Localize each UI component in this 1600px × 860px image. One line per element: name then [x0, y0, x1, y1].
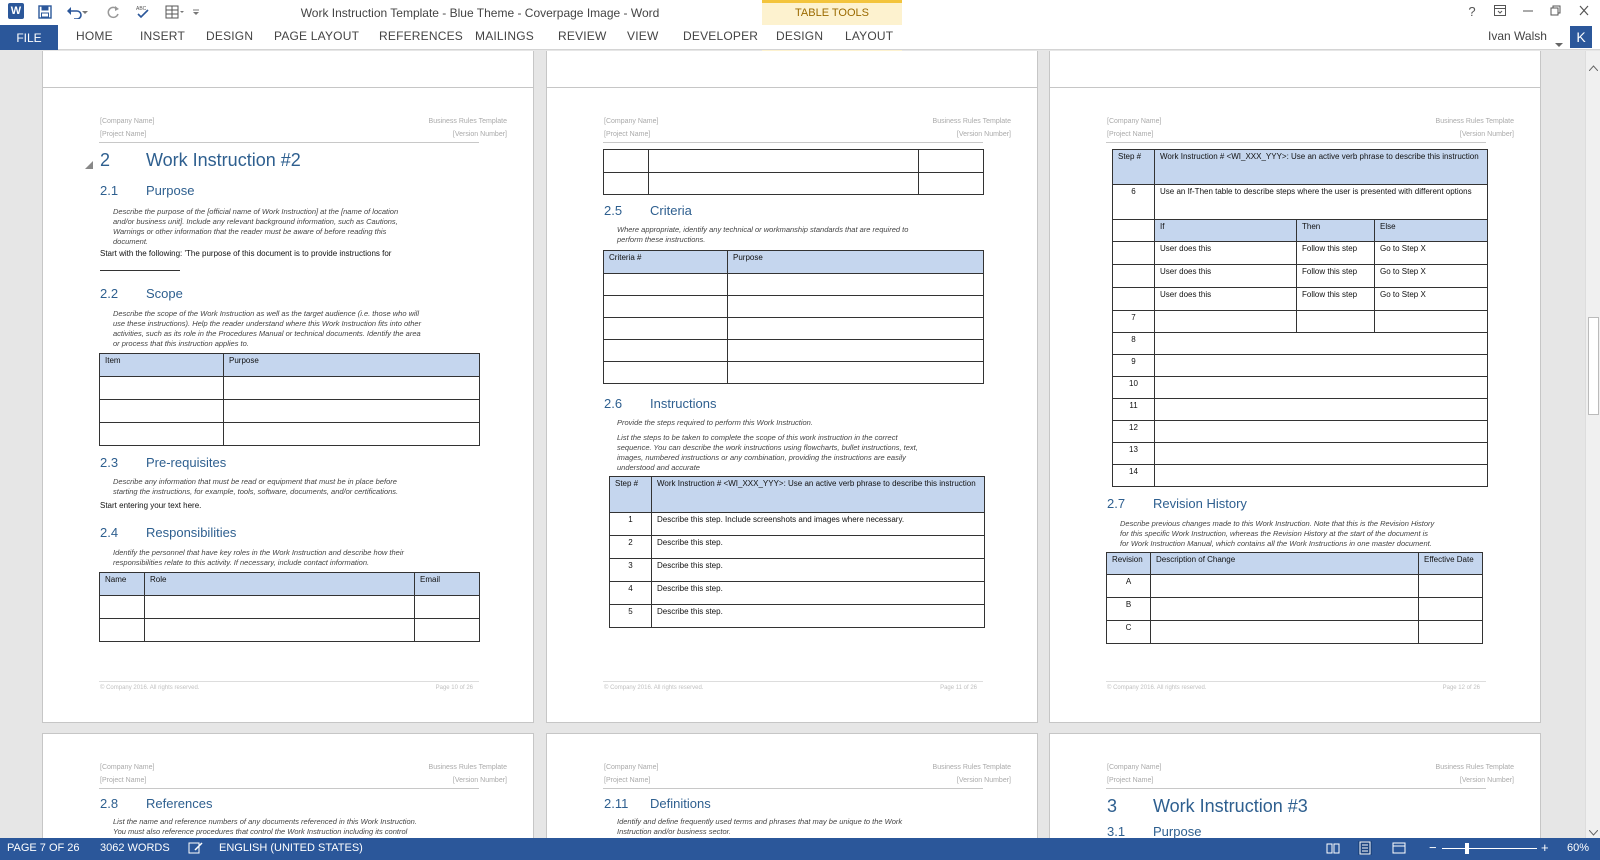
- step-number[interactable]: 8: [1113, 333, 1155, 355]
- table-cell[interactable]: [100, 400, 224, 423]
- table-header: Step #: [1113, 150, 1155, 185]
- save-icon[interactable]: [36, 3, 54, 21]
- tab-home[interactable]: HOME: [76, 29, 113, 43]
- footer-rule: [1106, 681, 1486, 682]
- scroll-thumb[interactable]: [1588, 317, 1599, 415]
- footer-rule: [603, 681, 983, 682]
- proofing-icon[interactable]: [188, 841, 204, 858]
- table-cell[interactable]: [1419, 575, 1483, 598]
- print-layout-icon[interactable]: [1358, 841, 1372, 855]
- revision-cell[interactable]: A: [1107, 575, 1151, 598]
- word-count[interactable]: 3062 WORDS: [100, 842, 170, 854]
- table-cell[interactable]: [1113, 220, 1155, 242]
- section-title-criteria: Criteria: [650, 203, 692, 218]
- section-number: 2.3: [100, 455, 119, 470]
- table-cell[interactable]: [604, 362, 728, 384]
- body-text: or process that this instruction applies to.: [113, 339, 249, 348]
- section-title-prerequisites: Pre-requisites: [146, 455, 227, 470]
- table-cell[interactable]: [728, 296, 984, 318]
- header-template: Business Rules Template: [932, 764, 1011, 771]
- header-project: [Project Name]: [100, 131, 147, 138]
- header-version: [Version Number]: [956, 777, 1011, 784]
- step-number[interactable]: 5: [610, 605, 652, 628]
- body-text: You must also reference procedures that control the Work Instruction including its control: [113, 827, 408, 836]
- header-version: [Version Number]: [1459, 777, 1514, 784]
- step-number[interactable]: 2: [610, 536, 652, 559]
- header-template: Business Rules Template: [428, 118, 507, 125]
- header-company: [Company Name]: [100, 764, 155, 771]
- body-text: for this specific Work Instruction, whereas the Revision History at the start of the document is: [1120, 529, 1429, 538]
- footer-page-number: Page 11 of 26: [940, 685, 977, 691]
- tab-table-design[interactable]: DESIGN: [776, 29, 824, 43]
- step-number[interactable]: 14: [1113, 465, 1155, 487]
- header-rule: [603, 142, 983, 143]
- else-cell[interactable]: Go to Step X: [1375, 288, 1488, 311]
- then-cell[interactable]: Follow this step: [1297, 288, 1375, 311]
- table-cell[interactable]: [728, 274, 984, 296]
- step-number[interactable]: 13: [1113, 443, 1155, 465]
- responsibilities-table[interactable]: [99, 572, 480, 642]
- close-icon[interactable]: [1572, 4, 1596, 19]
- then-cell[interactable]: Follow this step: [1297, 242, 1375, 265]
- body-text: List the steps to be taken to complete the scope of this work instruction in the correct: [617, 433, 898, 442]
- read-mode-icon[interactable]: [1326, 841, 1340, 855]
- table-cell[interactable]: [919, 173, 984, 195]
- page-10[interactable]: [42, 87, 534, 723]
- header-template: Business Rules Template: [932, 118, 1011, 125]
- body-text: use these instructions). Help the reader understand where this Work Instruction fits into other: [113, 319, 422, 328]
- step-number[interactable]: 9: [1113, 355, 1155, 377]
- body-text: document.: [113, 237, 149, 246]
- table-cell[interactable]: [919, 150, 984, 173]
- language[interactable]: ENGLISH (UNITED STATES): [219, 842, 363, 854]
- section-number: 2.11: [604, 796, 629, 811]
- header-rule: [99, 142, 479, 143]
- header-company: [Company Name]: [1107, 764, 1162, 771]
- step-number[interactable]: 3: [610, 559, 652, 582]
- table-cell[interactable]: [649, 173, 919, 195]
- header-rule: [1106, 142, 1486, 143]
- else-cell[interactable]: Go to Step X: [1375, 242, 1488, 265]
- table-cell[interactable]: [1155, 377, 1488, 399]
- table-cell[interactable]: [649, 150, 919, 173]
- body-text: List the name and reference numbers of any documents referenced in this Work Instruction.: [113, 817, 417, 826]
- if-cell[interactable]: User does this: [1155, 265, 1297, 288]
- heading-title: Work Instruction #2: [146, 150, 301, 170]
- header-company: [Company Name]: [100, 118, 155, 125]
- zoom-level[interactable]: 60%: [1567, 842, 1590, 854]
- body-text: starting the instructions, for example, tools, software, documents, and/or certifications.: [113, 487, 399, 496]
- body-text: Identify and define frequently used terms and phrases that may be unique to the Work: [617, 817, 903, 826]
- heading-number: 3: [1107, 796, 1118, 816]
- table-header: Item: [100, 354, 224, 377]
- section-title-purpose: Purpose: [1153, 824, 1202, 838]
- table-cell[interactable]: [224, 400, 480, 423]
- tab-developer[interactable]: DEVELOPER: [683, 29, 759, 43]
- heading-title: Work Instruction #3: [1153, 796, 1308, 816]
- step-number[interactable]: 6: [1113, 185, 1155, 220]
- table-header: Work Instruction # <WI_XXX_YYY>: Use an active verb phrase to describe this instruction: [652, 477, 985, 513]
- header-version: [Version Number]: [956, 131, 1011, 138]
- tab-insert[interactable]: INSERT: [140, 29, 185, 43]
- body-text: Identify the personnel that have key roles in the Work Instruction and describe how their: [113, 548, 404, 557]
- table-header: Role: [145, 573, 415, 596]
- table-cell[interactable]: [1151, 598, 1419, 621]
- tab-mailings[interactable]: MAILINGS: [475, 29, 534, 43]
- body-text: activities, such as its role in the Procedures Manual or technical documents. Identify the area: [113, 329, 421, 338]
- table-cell[interactable]: [1113, 242, 1155, 265]
- tab-table-layout[interactable]: LAYOUT: [845, 29, 894, 43]
- zoom-in-button[interactable]: +: [1541, 840, 1549, 855]
- restore-icon[interactable]: [1544, 4, 1568, 19]
- table-cell[interactable]: [1297, 311, 1375, 333]
- scope-table[interactable]: [99, 353, 480, 446]
- undo-icon[interactable]: [64, 3, 90, 21]
- header-version: [Version Number]: [1459, 131, 1514, 138]
- header-company: [Company Name]: [1107, 118, 1162, 125]
- header-project: [Project Name]: [604, 131, 651, 138]
- footer-copyright: © Company 2016. All rights reserved.: [1107, 685, 1207, 691]
- table-cell[interactable]: [604, 296, 728, 318]
- tab-file[interactable]: FILE: [0, 25, 58, 50]
- status-bar: [0, 838, 1600, 860]
- word-app-icon[interactable]: W: [8, 3, 24, 19]
- table-icon[interactable]: [164, 3, 186, 21]
- footer-rule: [99, 681, 479, 682]
- redo-icon[interactable]: [104, 3, 122, 21]
- table-cell[interactable]: [100, 619, 145, 642]
- header-project: [Project Name]: [604, 777, 651, 784]
- table-cell[interactable]: [728, 362, 984, 384]
- heading-number: 2: [100, 150, 111, 170]
- footer-copyright: © Company 2016. All rights reserved.: [100, 685, 200, 691]
- header-project: [Project Name]: [1107, 777, 1154, 784]
- footer-page-number: Page 12 of 26: [1442, 685, 1480, 691]
- step-number[interactable]: 4: [610, 582, 652, 605]
- table-cell[interactable]: [604, 150, 649, 173]
- table-cell[interactable]: [1155, 399, 1488, 421]
- step-description[interactable]: Describe this step.: [652, 582, 985, 605]
- steps-continued-table[interactable]: [1112, 149, 1488, 487]
- collapse-heading-icon[interactable]: [85, 156, 93, 174]
- tab-view[interactable]: VIEW: [627, 29, 659, 43]
- tab-review[interactable]: REVIEW: [558, 29, 607, 43]
- table-cell[interactable]: [1155, 333, 1488, 355]
- body-text: understood and accurate: [617, 463, 700, 472]
- body-text: responsibilities relate to this activity. If necessary, include contact information.: [113, 558, 370, 567]
- customize-toolbar-icon[interactable]: [190, 3, 202, 21]
- then-header: Then: [1297, 220, 1375, 242]
- body-text: Describe the scope of the Work Instruction as well as the target audience (i.e. those who will: [113, 309, 419, 318]
- step-number[interactable]: 12: [1113, 421, 1155, 443]
- if-cell[interactable]: User does this: [1155, 288, 1297, 311]
- header-version: [Version Number]: [452, 131, 507, 138]
- header-rule: [1106, 788, 1486, 789]
- body-text: Provide the steps required to perform this Work Instruction.: [617, 418, 813, 427]
- table-cell[interactable]: [604, 318, 728, 340]
- window-title: Work Instruction Template - Blue Theme - Coverpage Image - Word: [300, 6, 660, 20]
- table-cell[interactable]: [100, 596, 145, 619]
- table-cell[interactable]: [604, 173, 649, 195]
- table-cell[interactable]: [224, 423, 480, 446]
- table-tools-label: TABLE TOOLS: [762, 0, 902, 25]
- header-version: [Version Number]: [452, 777, 507, 784]
- step-description[interactable]: Describe this step. Include screenshots and images where necessary.: [652, 513, 985, 536]
- body-text: sequence. You can describe the work instructions using flowcharts, bullet instructions, text,: [617, 443, 918, 452]
- body-text: perform these instructions.: [617, 235, 706, 244]
- page-15[interactable]: [1049, 733, 1541, 838]
- table-header: Email: [415, 573, 480, 596]
- header-project: [Project Name]: [100, 777, 147, 784]
- table-cell[interactable]: [100, 377, 224, 400]
- section-title-responsibilities: Responsibilities: [146, 525, 237, 540]
- body-text: Describe previous changes made to this Work Instruction. Note that this is the Revision History: [1120, 519, 1435, 528]
- table-cell[interactable]: [1151, 575, 1419, 598]
- table-header: Step #: [610, 477, 652, 513]
- header-template: Business Rules Template: [1435, 764, 1514, 771]
- revision-cell[interactable]: B: [1107, 598, 1151, 621]
- footer-page-number: Page 10 of 26: [435, 685, 473, 691]
- section-number: 2.4: [100, 525, 119, 540]
- table-cell[interactable]: [1155, 355, 1488, 377]
- tab-references[interactable]: REFERENCES: [379, 29, 464, 43]
- body-text: Describe the purpose of the [official name of Work Instruction] at the [name of location: [113, 207, 399, 216]
- table-cell[interactable]: [415, 596, 480, 619]
- table-cell[interactable]: [100, 423, 224, 446]
- header-rule: [603, 788, 983, 789]
- body-text: Describe any information that must be read or equipment that must be in place before: [113, 477, 397, 486]
- section-number: 3.1: [1107, 824, 1126, 838]
- step-number[interactable]: 7: [1113, 311, 1155, 333]
- web-layout-icon[interactable]: [1392, 841, 1406, 855]
- continued-table[interactable]: [603, 149, 984, 195]
- table-cell[interactable]: [1419, 621, 1483, 644]
- document-area[interactable]: [0, 51, 1585, 838]
- vertical-scrollbar[interactable]: [1585, 51, 1600, 838]
- header-project: [Project Name]: [1107, 131, 1154, 138]
- page-12[interactable]: [1049, 87, 1541, 723]
- table-cell[interactable]: [728, 318, 984, 340]
- step-description[interactable]: Use an If-Then table to describe steps where the user is presented with different options: [1155, 185, 1488, 220]
- step-description[interactable]: Describe this step.: [652, 536, 985, 559]
- criteria-table[interactable]: [603, 250, 984, 384]
- section-title-revision-history: Revision History: [1153, 496, 1247, 511]
- help-button[interactable]: ?: [1468, 4, 1476, 19]
- section-title-instructions: Instructions: [650, 396, 717, 411]
- user-name[interactable]: Ivan Walsh: [1488, 29, 1547, 43]
- section-title-definitions: Definitions: [650, 796, 711, 811]
- page-14[interactable]: [546, 733, 1038, 838]
- body-text: for Work Instruction Manual, which contains all the Work Instructions in one master document.: [1120, 539, 1432, 548]
- header-rule: [99, 788, 479, 789]
- table-header: Purpose: [224, 354, 480, 377]
- table-cell[interactable]: [1155, 421, 1488, 443]
- step-number[interactable]: 11: [1113, 399, 1155, 421]
- step-description[interactable]: Describe this step.: [652, 559, 985, 582]
- table-cell[interactable]: [224, 377, 480, 400]
- section-title-scope: Scope: [146, 286, 183, 301]
- table-cell[interactable]: [1151, 621, 1419, 644]
- step-description[interactable]: Describe this step.: [652, 605, 985, 628]
- step-number[interactable]: 10: [1113, 377, 1155, 399]
- section-number: 2.5: [604, 203, 623, 218]
- section-number: 2.1: [100, 183, 119, 198]
- header-company: [Company Name]: [604, 118, 659, 125]
- table-cell[interactable]: [145, 619, 415, 642]
- body-text: and/or business unit]. Include any relevant background information, such as Cautions,: [113, 217, 398, 226]
- footer-copyright: © Company 2016. All rights reserved.: [604, 685, 704, 691]
- revision-history-table[interactable]: [1106, 552, 1483, 644]
- minimize-icon[interactable]: [1516, 4, 1540, 19]
- step-number[interactable]: 1: [610, 513, 652, 536]
- table-cell[interactable]: [1155, 443, 1488, 465]
- table-cell[interactable]: [1155, 311, 1297, 333]
- steps-table[interactable]: [609, 476, 985, 628]
- page-11[interactable]: [546, 87, 1038, 723]
- header-template: Business Rules Template: [428, 764, 507, 771]
- ribbon-display-icon[interactable]: [1488, 4, 1512, 19]
- body-text: Start entering your text here.: [100, 501, 202, 510]
- tab-page-layout[interactable]: PAGE LAYOUT: [274, 29, 360, 43]
- table-header: Effective Date: [1419, 553, 1483, 575]
- table-header: Criteria #: [604, 251, 728, 274]
- spelling-check-icon[interactable]: [134, 3, 152, 21]
- section-number: 2.2: [100, 286, 119, 301]
- table-cell[interactable]: [145, 596, 415, 619]
- title-bar: [0, 0, 1600, 25]
- table-header: Revision: [1107, 553, 1151, 575]
- table-cell[interactable]: [1113, 288, 1155, 311]
- if-header: If: [1155, 220, 1297, 242]
- section-title-purpose: Purpose: [146, 183, 195, 198]
- then-cell[interactable]: Follow this step: [1297, 265, 1375, 288]
- table-header: Purpose: [728, 251, 984, 274]
- section-title-references: References: [146, 796, 213, 811]
- table-cell[interactable]: [604, 274, 728, 296]
- section-number: 2.7: [1107, 496, 1126, 511]
- zoom-slider-track[interactable]: [1442, 848, 1537, 849]
- page-count[interactable]: PAGE 7 OF 26: [7, 842, 80, 854]
- zoom-slider-thumb[interactable]: [1465, 843, 1469, 854]
- table-cell[interactable]: [604, 340, 728, 362]
- revision-cell[interactable]: C: [1107, 621, 1151, 644]
- svg-text:ABC: ABC: [136, 6, 147, 12]
- header-template: Business Rules Template: [1435, 118, 1514, 125]
- body-text: Start with the following: 'The purpose of this document is to provide instructions for: [100, 249, 392, 258]
- body-text: images, numbered instructions or any combination, providing the instructions are easily: [617, 453, 906, 462]
- body-text: Where appropriate, identify any technical or workmanship standards that are required to: [617, 225, 909, 234]
- zoom-out-button[interactable]: −: [1429, 840, 1437, 855]
- table-header: Name: [100, 573, 145, 596]
- section-number: 2.6: [604, 396, 623, 411]
- table-header: Work Instruction # <WI_XXX_YYY>: Use an active verb phrase to describe this instruction: [1155, 150, 1488, 185]
- else-header: Else: [1375, 220, 1488, 242]
- table-cell[interactable]: [728, 340, 984, 362]
- section-number: 2.8: [100, 796, 119, 811]
- body-text: Warnings or other information that the reader must be aware of before reading this: [113, 227, 387, 236]
- header-company: [Company Name]: [604, 764, 659, 771]
- fill-in-line: [100, 270, 180, 271]
- table-header: Description of Change: [1151, 553, 1419, 575]
- tab-design[interactable]: DESIGN: [206, 29, 254, 43]
- body-text: Instruction and/or business sector.: [617, 827, 731, 836]
- table-cell[interactable]: [1419, 598, 1483, 621]
- table-cell[interactable]: [1375, 311, 1488, 333]
- if-cell[interactable]: User does this: [1155, 242, 1297, 265]
- table-cell[interactable]: [415, 619, 480, 642]
- table-cell[interactable]: [1155, 465, 1488, 487]
- avatar[interactable]: K: [1570, 26, 1592, 48]
- scroll-up-icon[interactable]: [1589, 58, 1598, 76]
- else-cell[interactable]: Go to Step X: [1375, 265, 1488, 288]
- table-cell[interactable]: [1113, 265, 1155, 288]
- ribbon-tabs: [0, 25, 1600, 50]
- page-13[interactable]: [42, 733, 534, 838]
